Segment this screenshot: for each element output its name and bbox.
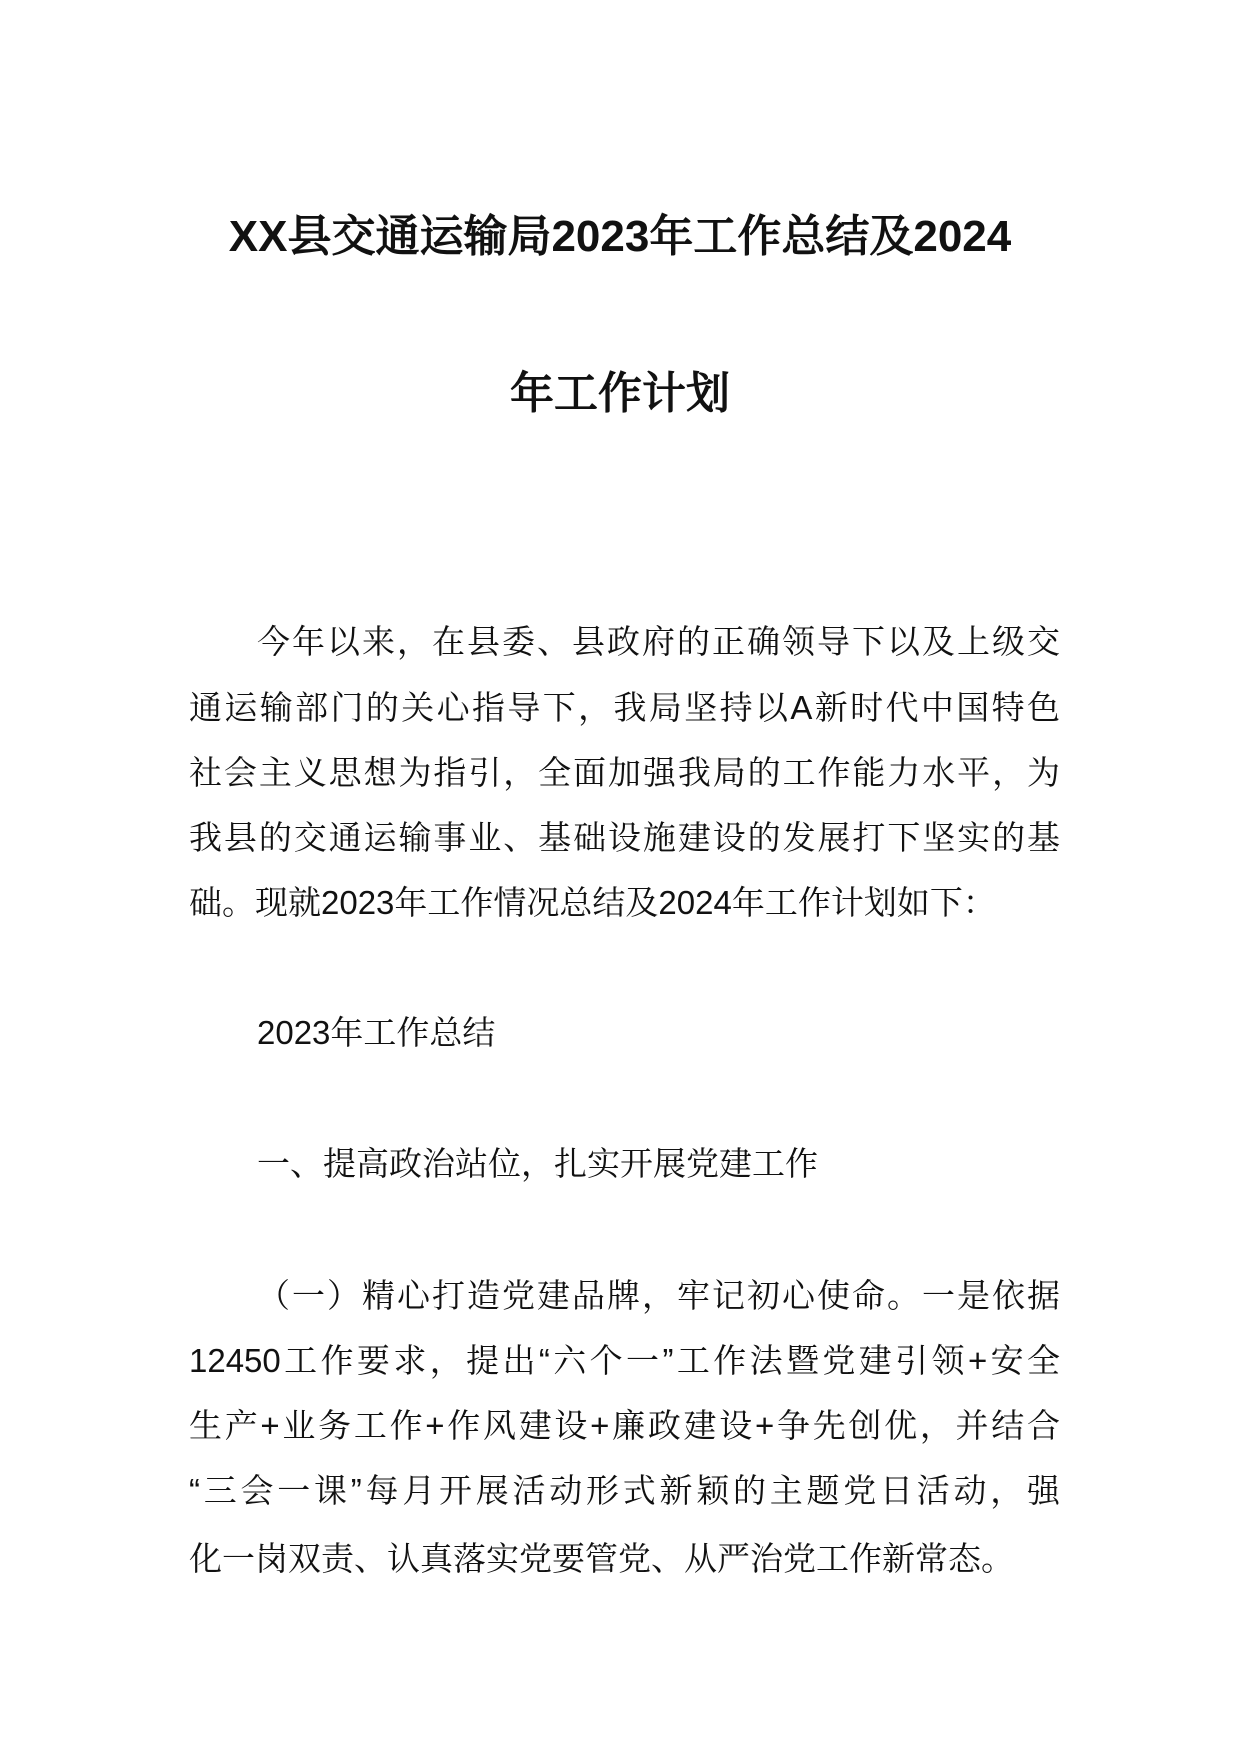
paragraph-line: 我县的交通运输事业、基础设施建设的发展打下坚实的基	[189, 819, 1060, 856]
document-title-line-1: XX县交通运输局2023年工作总结及2024	[228, 212, 1012, 261]
paragraph-line: 础。现就2023年工作情况总结及2024年工作计划如下：	[189, 884, 996, 921]
subsection-heading: 一、提高政治站位，扎实开展党建工作	[257, 1145, 818, 1182]
paragraph-line: 12450工作要求，提出“六个一”工作法暨党建引领+安全	[189, 1342, 1060, 1379]
paragraph-line: 社会主义思想为指引，全面加强我局的工作能力水平，为	[189, 754, 1060, 791]
paragraph-line: 生产+业务工作+作风建设+廉政建设+争先创优，并结合	[189, 1407, 1060, 1444]
paragraph-line: “三会一课”每月开展活动形式新颖的主题党日活动，强	[189, 1472, 1060, 1509]
paragraph-line: 化一岗双责、认真落实党要管党、从严治党工作新常态。	[189, 1540, 1014, 1577]
document-title-line-2: 年工作计划	[510, 369, 730, 418]
paragraph-line: 通运输部门的关心指导下，我局坚持以A新时代中国特色	[189, 689, 1060, 726]
section-heading: 2023年工作总结	[257, 1014, 496, 1051]
paragraph-line: （一）精心打造党建品牌，牢记初心使命。一是依据	[257, 1277, 1060, 1314]
paragraph-line: 今年以来，在县委、县政府的正确领导下以及上级交	[257, 623, 1060, 660]
